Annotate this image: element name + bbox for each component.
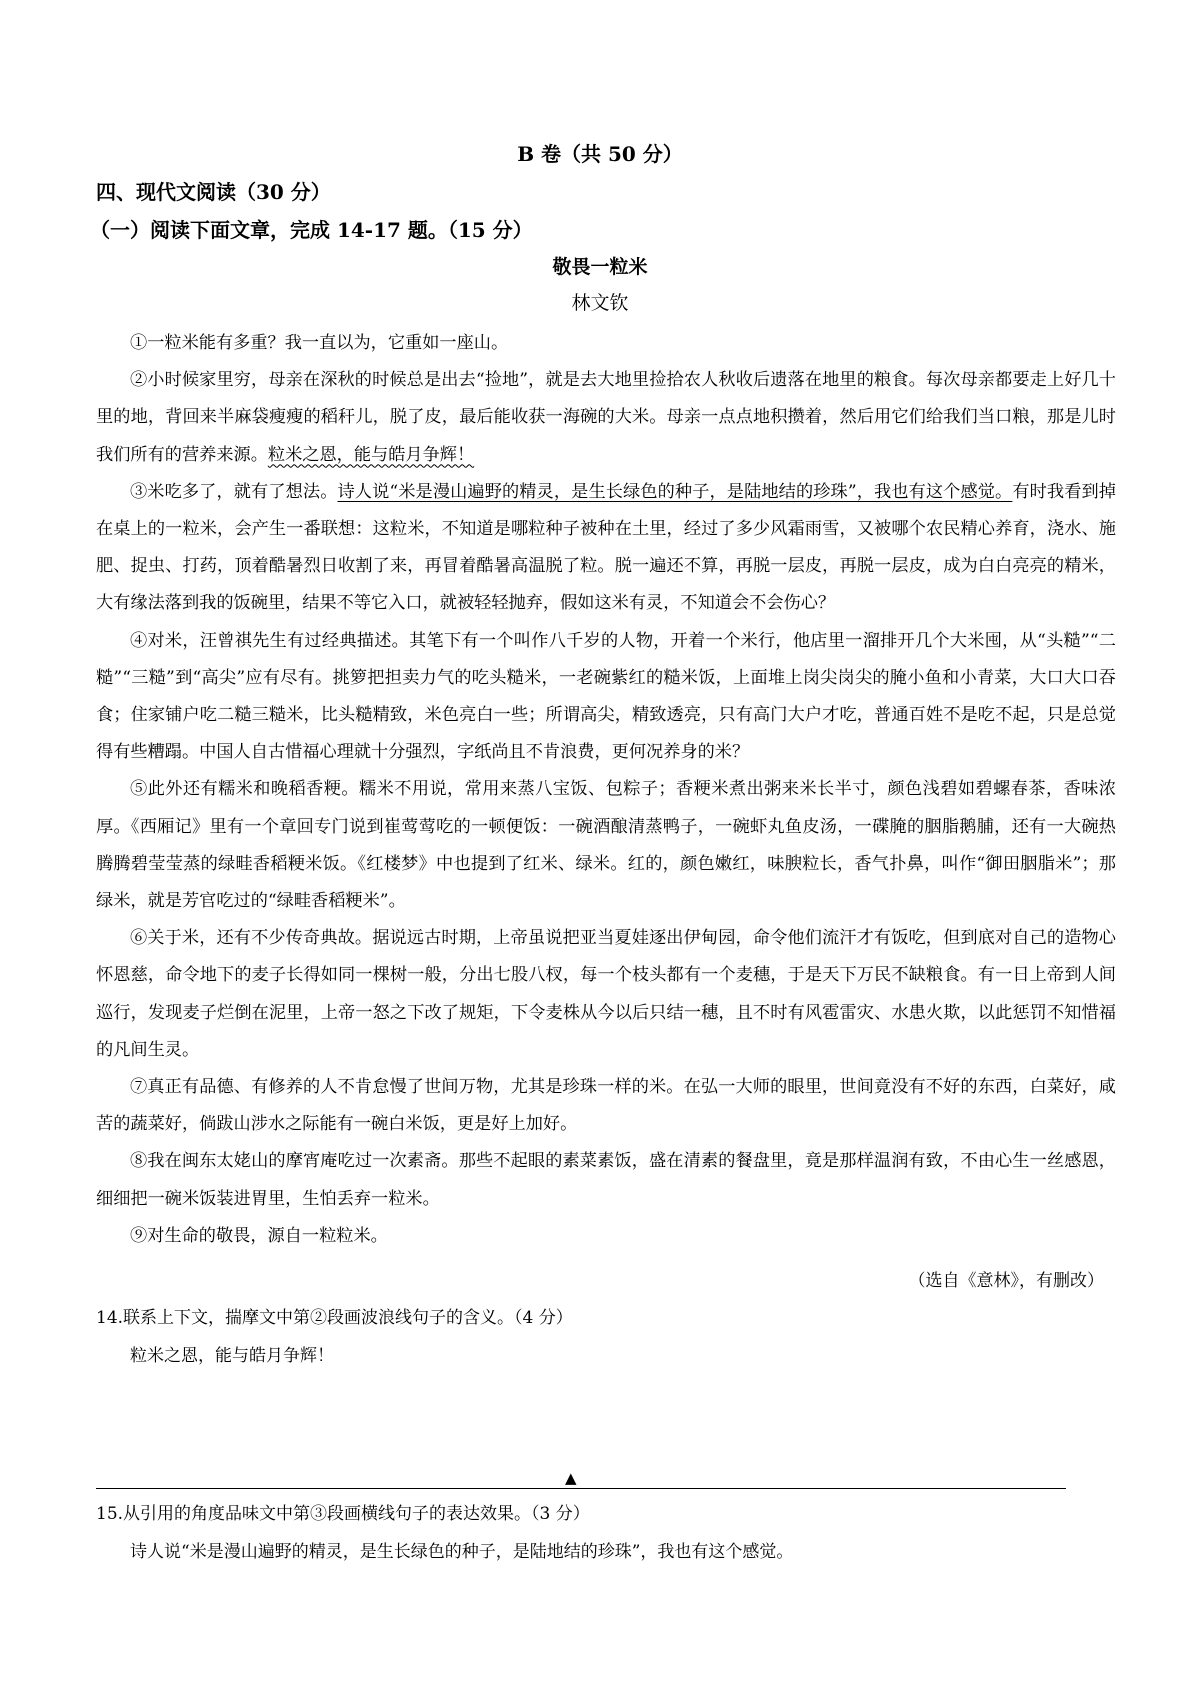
paragraph-7: ⑦真正有品德、有修养的人不肯怠慢了世间万物，尤其是珍珠一样的米。在弘一大师的眼里，世间竟没有不好的东西，白菜好，咸苦的蔬菜好，倘跋山涉水之际能有一碗白米饭，更是好上加好。: [96, 1077, 1116, 1135]
question-15-prompt: 15.从引用的角度品味文中第③段画横线句子的表达效果。（3 分）: [96, 1504, 590, 1524]
section-title: B 卷（共 50 分）: [517, 142, 683, 166]
question-15-quote: 诗人说“米是漫山遍野的精灵，是生长绿色的种子，是陆地结的珍珠”，我也有这个感觉。: [130, 1542, 794, 1562]
paragraph-9: ⑨对生命的敬畏，源自一粒粒米。: [130, 1225, 388, 1246]
paragraph-8: ⑧我在闽东太姥山的摩宵庵吃过一次素斋。那些不起眼的素菜素饭，盛在清素的餐盘里，竟是那样温润有致，不由心生一丝感恩，细细把一碗米饭装进胃里，生怕丢弃一粒米。: [96, 1151, 1116, 1209]
paragraph-1: ①一粒米能有多重？我一直以为，它重如一座山。: [130, 333, 509, 353]
paragraph-5: ⑤此外还有糯米和晚稻香粳。糯米不用说，常用来蒸八宝饭、包粽子；香粳米煮出粥来米长半寸，颜色浅碧如碧螺春茶，香味浓厚。《西厢记》里有一个章回专门说到崔莺莺吃的一顿便饭：一碗酒酿清蒸鸭子，一碗虾丸鱼皮汤，一碟腌的胭脂鹅脯，还有一大碗热腾腾碧莹莹蒸的绿畦香稻粳米饭。《红楼梦》中也提到了红米、绿米。红的，颜色嫩红，味腴粒长，香气扑鼻，叫作“御田胭脂米”；那绿米，就是芳官吃过的“绿畦香稻粳米”。: [96, 779, 1116, 912]
article-author: 林文钦: [571, 292, 629, 314]
part-heading: 四、现代文阅读（30 分）: [96, 180, 331, 204]
article-body: [96, 325, 1116, 1255]
answer-area-marker: ▲: [565, 1469, 577, 1487]
sub-heading: （一）阅读下面文章，完成 14-17 题。（15 分）: [90, 218, 533, 242]
paragraph-2-text: ②小时候家里穷，母亲在深秋的时候总是出去“捡地”，就是去大地里捡拾农人秋收后遗落在地里的粮食。每次母亲都要走上好几十里的地，背回来半麻袋瘦瘦的稻秆儿，脱了皮，最后能收获一海碗的大米。母亲一点点地积攒着，然后用它们给我们当口粮，那是儿时我们所有的营养来源。: [96, 370, 1116, 465]
paragraph-3: [96, 474, 1116, 623]
article-source: （选自《意林》，有删改）: [908, 1271, 1104, 1291]
question-14-prompt: 14.联系上下文，揣摩文中第②段画波浪线句子的含义。（4 分）: [96, 1308, 573, 1328]
paragraph-2: [96, 362, 1116, 474]
underlined-sentence: 诗人说“米是漫山遍野的精灵，是生长绿色的种子，是陆地结的珍珠”，我也有这个感觉。: [337, 481, 1013, 502]
paragraph-3-prefix: ③米吃多了，就有了想法。: [130, 481, 338, 502]
paragraph-4: ④对米，汪曾祺先生有过经典描述。其笔下有一个叫作八千岁的人物，开着一个米行，他店里一溜排开几个大米囤，从“头糙”“二糙”“三糙”到“高尖”应有尽有。挑箩把担卖力气的吃头糙米，一老碗紫红的糙米饭，上面堆上岗尖岗尖的腌小鱼和小青菜，大口大口吞食；住家铺户吃二糙三糙米，比头糙精致，米色亮白一些；所谓高尖，精致透亮，只有高门大户才吃，普通百姓不是吃不起，只是总觉得有些糟蹋。中国人自古惜福心理就十分强烈，字纸尚且不肯浪费，更何况养身的米？: [96, 630, 1116, 763]
article-title: 敬畏一粒米: [552, 256, 648, 278]
answer-line[interactable]: [96, 1488, 1066, 1489]
paragraph-3-rest: 有时我看到掉在桌上的一粒米，会产生一番联想：这粒米，不知道是哪粒种子被种在土里，经过了多少风霜雨雪，又被哪个农民精心养育，浇水、施肥、捉虫、打药，顶着酷暑烈日收割了来，再冒着酷暑高温脱了粒。脱一遍还不算，再脱一层皮，再脱一层皮，成为白白亮亮的精米，大有缘法落到我的饭碗里，结果不等它入口，就被轻轻抛弃，假如这米有灵，不知道会不会伤心？: [96, 481, 1116, 614]
wavy-underlined-sentence: 粒米之恩，能与皓月争辉！: [267, 444, 475, 465]
question-14-quote: 粒米之恩，能与皓月争辉！: [130, 1346, 334, 1366]
paragraph-6: ⑥关于米，还有不少传奇典故。据说远古时期，上帝虽说把亚当夏娃逐出伊甸园，命令他们流汗才有饭吃，但到底对自己的造物心怀恩慈，命令地下的麦子长得如同一棵树一般，分出七股八杈，每一个枝头都有一个麦穗，于是天下万民不缺粮食。有一日上帝到人间巡行，发现麦子烂倒在泥里，上帝一怒之下改了规矩，下令麦株从今以后只结一穗，且不时有风雹雷灾、水患火欺，以此惩罚不知惜福的凡间生灵。: [96, 928, 1116, 1060]
